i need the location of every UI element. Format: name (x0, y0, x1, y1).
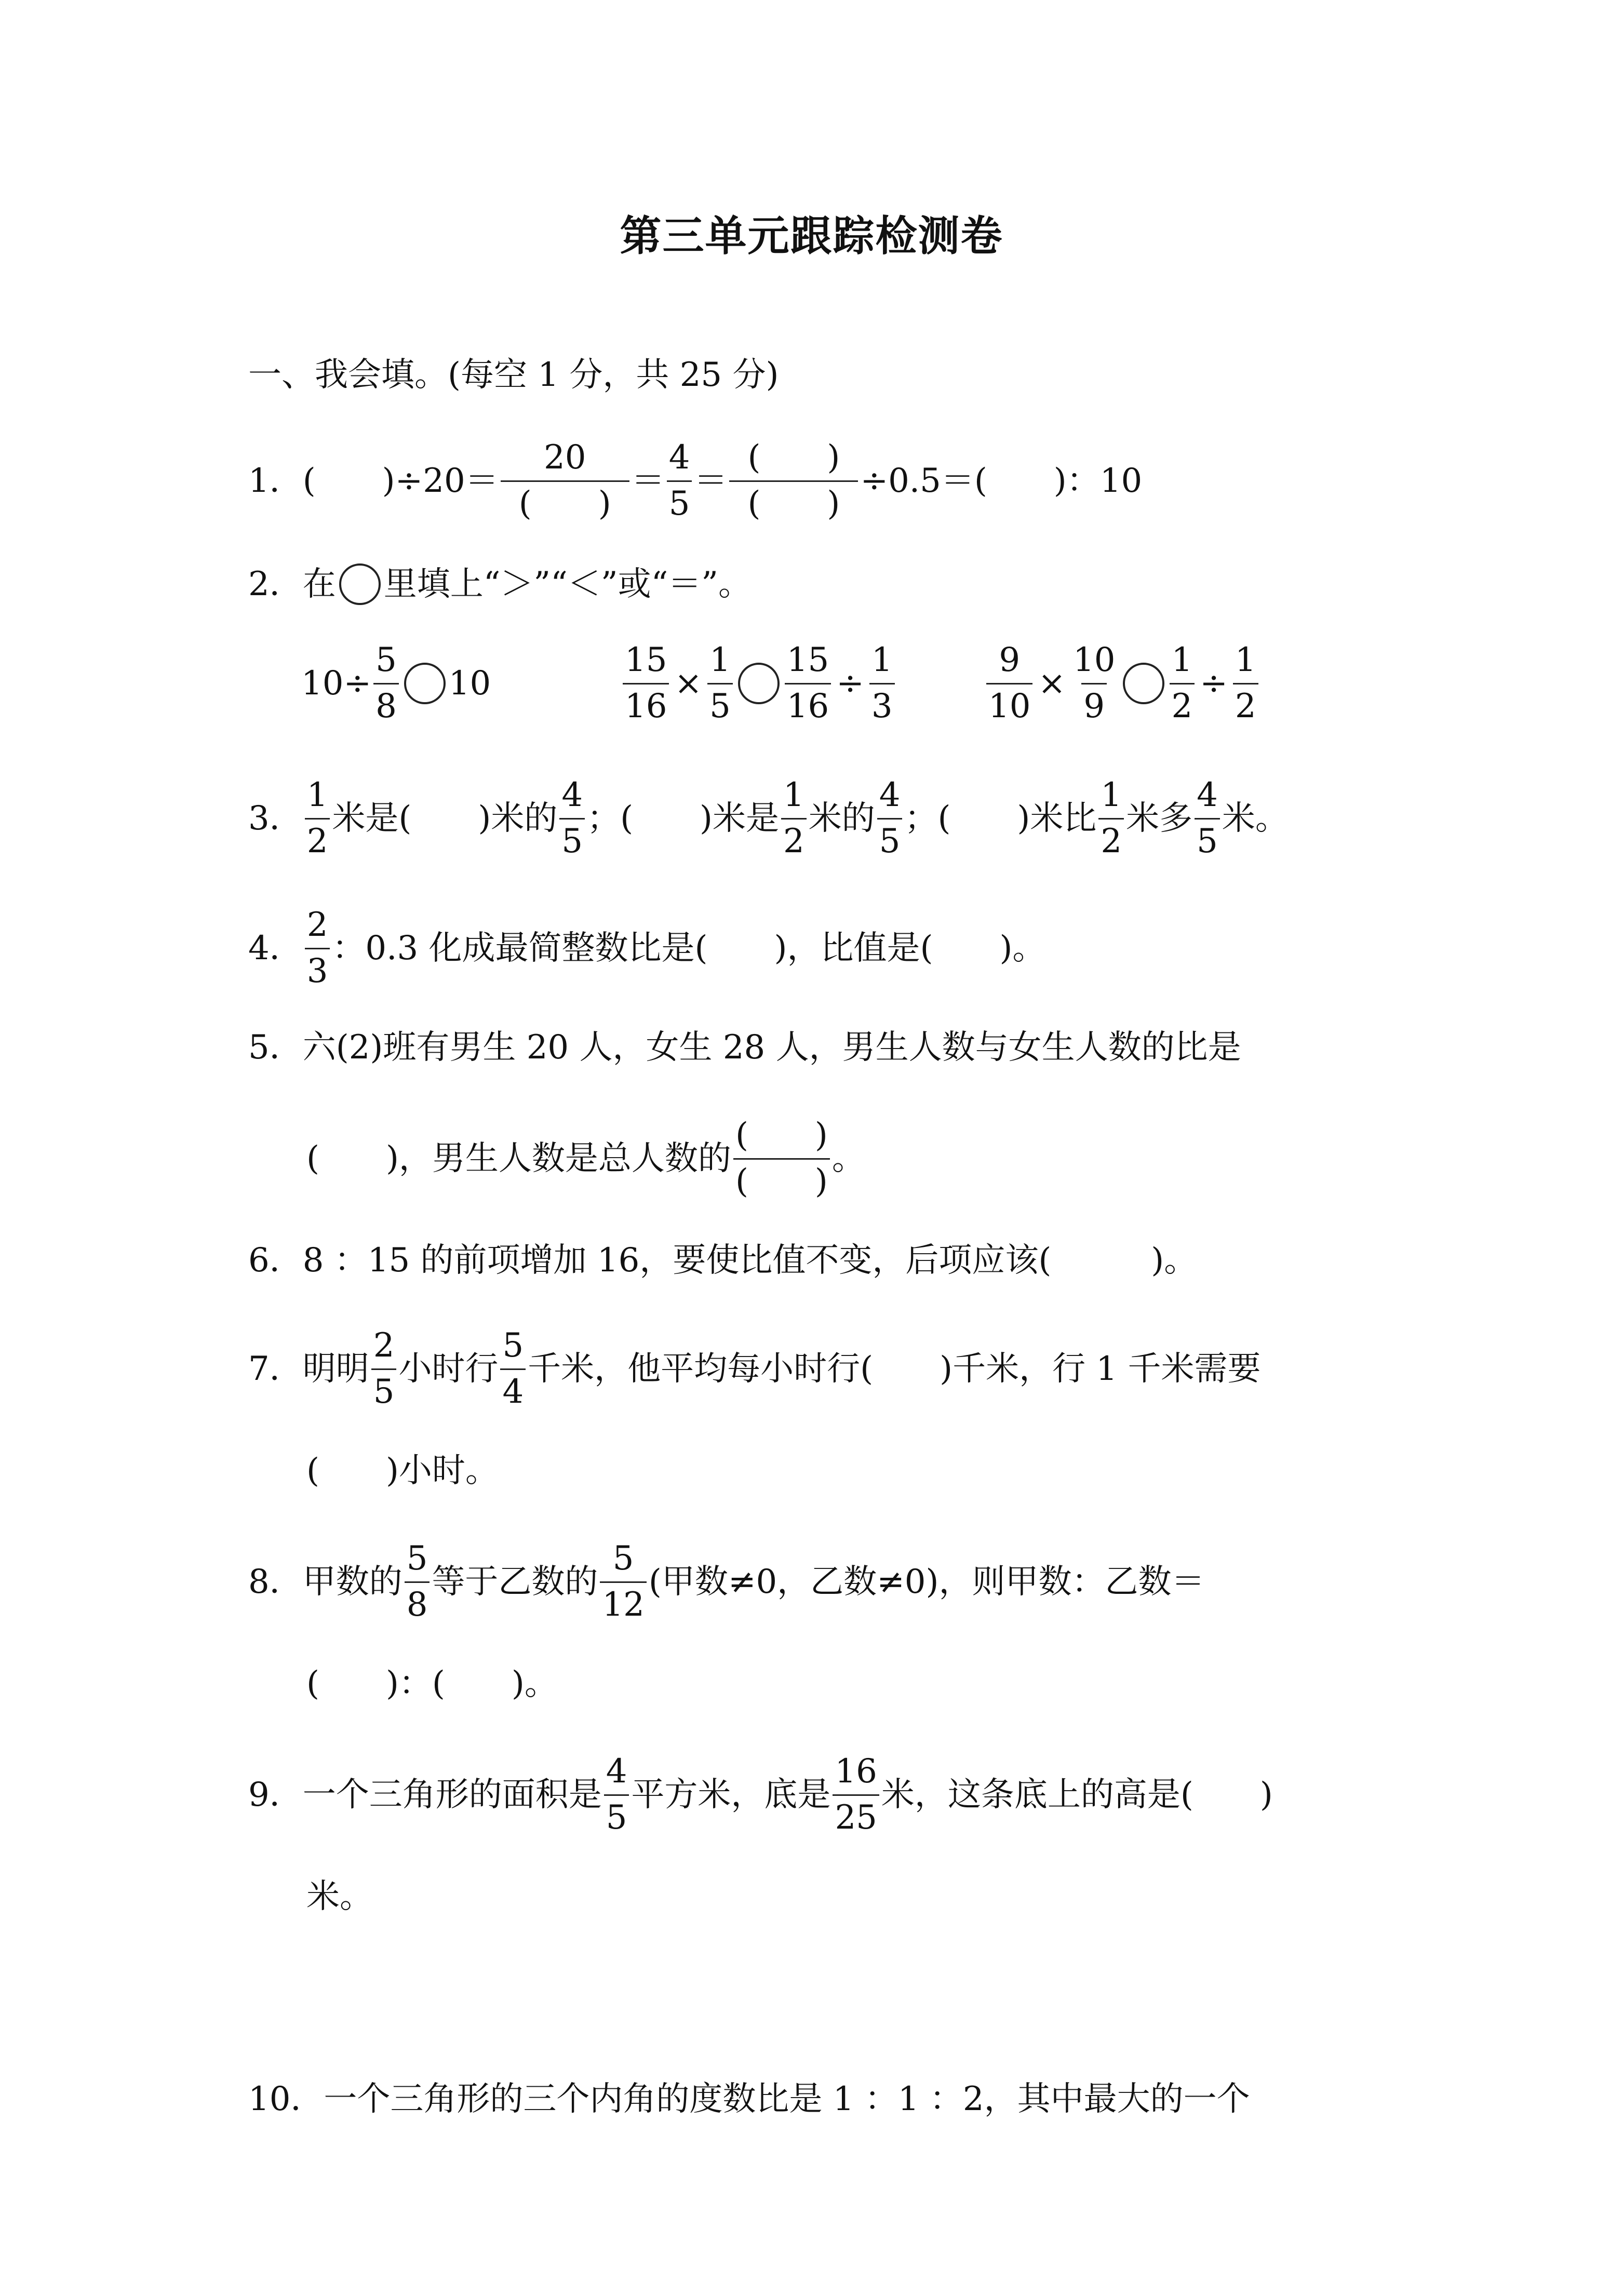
q3-frac-c (781, 776, 807, 861)
q4-num: 2 (306, 906, 328, 944)
q8-frac-a (405, 1540, 430, 1624)
q7-frac-a (371, 1327, 397, 1411)
question-3 (248, 776, 1289, 861)
q3-f-den: 5 (1195, 818, 1220, 861)
q3-a-den: 2 (305, 818, 330, 861)
q3-text-3: 米的 (808, 799, 875, 838)
q8-a-den: 8 (405, 1581, 430, 1624)
q2-c2-d-den: 3 (869, 683, 895, 726)
q2-c1-denominator: 8 (373, 683, 399, 726)
q3-d-num: 4 (879, 776, 901, 814)
q2-c3-b-num: 10 (1073, 641, 1116, 679)
question-9 (248, 1753, 1273, 1837)
q1-tail: ÷0.5＝( )：10 (860, 462, 1143, 501)
q2-c1-right: 10 (448, 664, 491, 703)
q1-lead: 1．( )÷20＝ (248, 462, 499, 501)
q5-end: 。 (831, 1139, 865, 1178)
q4-frac (305, 906, 330, 990)
q9-text-1: 平方米，底是 (631, 1776, 831, 1815)
q8-text-2: (甲数≠0，乙数≠0)，则甲数：乙数＝ (648, 1563, 1205, 1602)
q2-c3-c-num: 1 (1171, 641, 1193, 679)
q3-frac-b (559, 776, 585, 861)
q3-b-den: 5 (559, 818, 585, 861)
q9-frac-a (604, 1753, 629, 1837)
q9-b-den: 25 (833, 1794, 879, 1837)
q2-c3-op2: ÷ (1200, 664, 1228, 703)
q1-equals: ＝ (631, 462, 665, 501)
question-10: 10．一个三角形的三个内角的度数比是 1 ：1 ：2，其中最大的一个 (248, 2080, 1250, 2118)
q1-f1-numerator: 20 (544, 438, 586, 477)
q2-c3-d-den: 2 (1233, 683, 1258, 726)
q3-d-den: 5 (877, 818, 903, 861)
q2-rest: 里填上“＞”“＜”或“＝”。 (383, 565, 752, 603)
question-1 (248, 439, 1142, 523)
q2-c2-frac-a (623, 641, 669, 726)
q3-b-num: 4 (561, 776, 583, 814)
q9-a-den: 5 (604, 1794, 629, 1837)
q2-c3-c-den: 2 (1170, 683, 1195, 726)
q8-b-num: 5 (612, 1539, 634, 1578)
q2-c2-frac-b (707, 641, 733, 726)
question-5-line-1: 5．六(2)班有男生 20 人，女生 28 人，男生人数与女生人数的比是 (248, 1028, 1241, 1067)
question-9-line-2: 米。 (306, 1877, 373, 1916)
question-7-line-2: ( )小时。 (306, 1452, 499, 1490)
q8-frac-b (600, 1540, 646, 1624)
q2-lead: 2．在 (248, 565, 336, 603)
q3-frac-d (877, 776, 903, 861)
q8-a-num: 5 (406, 1539, 428, 1578)
q1-fraction-1 (501, 439, 629, 523)
q2-c2-c-num: 15 (786, 641, 829, 679)
q3-frac-a (305, 776, 330, 861)
q7-b-num: 5 (502, 1326, 524, 1365)
q3-a-num: 1 (306, 776, 328, 814)
q9-a-num: 4 (606, 1752, 627, 1791)
q8-b-den: 12 (600, 1581, 646, 1624)
compare-circle-3[interactable] (1123, 663, 1164, 704)
q7-frac-b (500, 1327, 526, 1411)
q2-c3-b-den: 9 (1081, 683, 1107, 726)
q1-f3-denominator[interactable]: ( ) (729, 480, 858, 523)
q2-c2-c-den: 16 (785, 683, 831, 726)
q3-c-den: 2 (781, 818, 807, 861)
q2-c2-op2: ÷ (836, 664, 864, 703)
q2-compare-3 (984, 641, 1260, 726)
compare-circle-1[interactable] (404, 663, 446, 704)
q1-f2-denominator: 5 (667, 480, 692, 523)
q2-c2-b-num: 1 (709, 641, 731, 679)
question-8 (248, 1540, 1205, 1624)
circle-icon (339, 563, 381, 605)
q5-fraction (733, 1117, 830, 1201)
q2-c2-frac-c (785, 641, 831, 726)
question-2 (248, 563, 752, 605)
q9-frac-b (833, 1753, 879, 1837)
q4-rest: ：0.3 化成最简整数比是( )，比值是( )。 (332, 929, 1046, 968)
q2-c2-frac-d (869, 641, 895, 726)
q9-b-num: 16 (835, 1752, 877, 1791)
q2-c1-fraction (373, 641, 399, 726)
q1-equals-2: ＝ (694, 462, 728, 501)
q8-lead: 8．甲数的 (248, 1563, 403, 1602)
q2-c2-op1: × (674, 664, 703, 703)
q2-c3-frac-d (1233, 641, 1258, 726)
q5-num[interactable]: ( ) (735, 1116, 828, 1154)
q3-f-num: 4 (1197, 776, 1218, 814)
q3-text-5: 米多 (1126, 799, 1193, 838)
q2-compare-2 (621, 641, 897, 726)
q3-c-num: 1 (783, 776, 804, 814)
q7-a-num: 2 (373, 1326, 395, 1365)
q7-b-den: 4 (500, 1368, 526, 1412)
q3-frac-e (1098, 776, 1124, 861)
question-5-line-2 (306, 1117, 865, 1201)
q1-f2-numerator: 4 (668, 438, 690, 477)
question-6: 6．8 ：15 的前项增加 16，要使比值不变，后项应该( )。 (248, 1241, 1198, 1280)
q3-e-num: 1 (1101, 776, 1122, 814)
q7-lead: 7．明明 (248, 1350, 369, 1389)
q3-text-6: 米。 (1222, 799, 1289, 838)
question-8-line-2: ( )：( )。 (306, 1664, 558, 1703)
q2-c2-a-den: 16 (623, 683, 669, 726)
q2-c3-a-num: 9 (999, 641, 1021, 679)
q5-den[interactable]: ( ) (733, 1158, 830, 1201)
q2-c3-frac-a (986, 641, 1032, 726)
q3-lead: 3． (248, 799, 303, 838)
q4-lead: 4． (248, 929, 303, 968)
question-7 (248, 1327, 1261, 1411)
q7-text-2: 千米，他平均每小时行( )千米，行 1 千米需要 (528, 1350, 1261, 1389)
q7-text-1: 小时行 (398, 1350, 499, 1389)
q1-fraction-2 (667, 439, 692, 523)
compare-circle-2[interactable] (738, 663, 780, 704)
q3-e-den: 2 (1098, 818, 1124, 861)
q5-text: ( )，男生人数是总人数的 (306, 1139, 731, 1178)
q2-c3-frac-c (1170, 641, 1195, 726)
q3-text-1: 米是( )米的 (332, 799, 558, 838)
q2-c2-a-num: 15 (625, 641, 667, 679)
q8-text-1: 等于乙数的 (432, 1563, 598, 1602)
q3-text-2: ；( )米是 (587, 799, 780, 838)
q9-lead: 9．一个三角形的面积是 (248, 1776, 602, 1815)
q2-compare-1 (301, 641, 491, 726)
q9-text-2: 米，这条底上的高是( ) (881, 1776, 1273, 1815)
q1-fraction-3 (729, 439, 858, 523)
q2-c1-left: 10÷ (301, 664, 372, 703)
q2-c1-numerator: 5 (375, 641, 397, 679)
section-header: 一、我会填。(每空 1 分，共 25 分) (248, 356, 779, 394)
q4-den: 3 (305, 948, 330, 991)
q7-a-den: 5 (371, 1368, 397, 1412)
q2-c3-op1: × (1038, 664, 1066, 703)
q3-frac-f (1195, 776, 1220, 861)
q2-c3-frac-b (1071, 641, 1117, 726)
q2-c3-a-den: 10 (986, 683, 1032, 726)
q2-c2-b-den: 5 (707, 683, 733, 726)
q3-text-4: ；( )米比 (904, 799, 1097, 838)
q1-f1-denominator[interactable]: ( ) (501, 480, 629, 523)
q1-f3-numerator[interactable]: ( ) (747, 438, 840, 477)
q2-c3-d-num: 1 (1235, 641, 1256, 679)
page-title: 第三单元跟踪检测卷 (620, 212, 1003, 260)
q2-c2-d-num: 1 (871, 641, 893, 679)
question-4 (248, 906, 1045, 990)
